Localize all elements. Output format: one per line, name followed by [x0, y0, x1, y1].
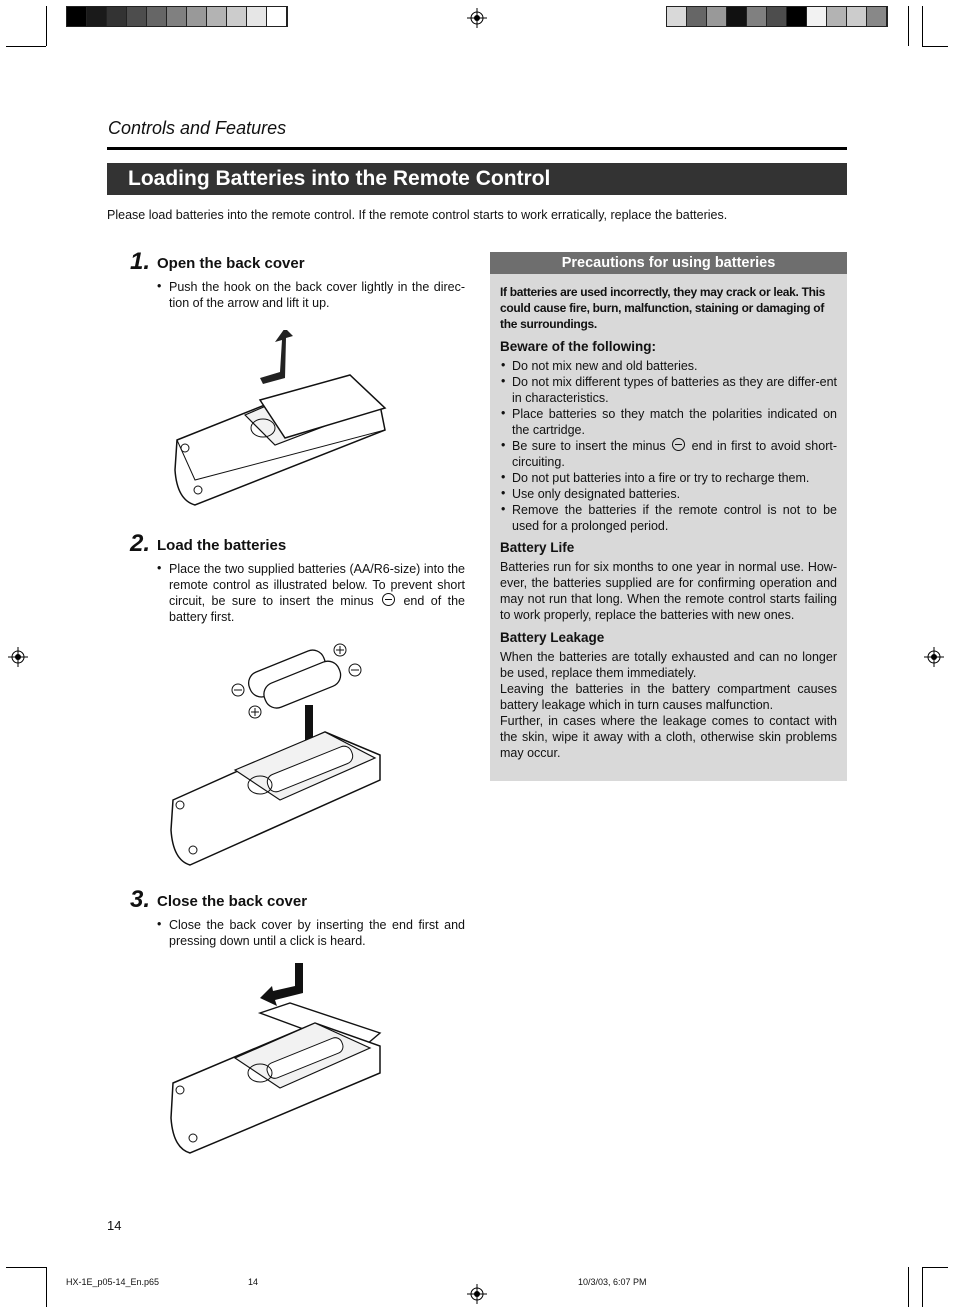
precautions-header: Precautions for using batteries — [490, 252, 847, 274]
intro-text: Please load batteries into the remote control. If the remote control starts to work erratically, replace the batteries. — [107, 208, 728, 222]
crop-mark — [6, 1267, 46, 1268]
beware-list — [500, 358, 837, 534]
crop-mark — [908, 1267, 909, 1307]
registration-mark-icon — [467, 1284, 487, 1304]
footer-file: HX-1E_p05-14_En.p65 — [66, 1277, 160, 1287]
color-swatch — [687, 7, 707, 26]
header-rule — [107, 147, 847, 150]
crop-mark — [908, 6, 909, 46]
color-swatch — [707, 7, 727, 26]
color-bar-left — [66, 6, 288, 27]
list-item: • Do not put batteries into a fire or try to recharge them. — [501, 470, 810, 485]
precautions-warning: If batteries are used incorrectly, they may crack or leak. This could cause fire, burn, malfunction, staining or damaging of the surroundings. — [500, 285, 826, 331]
bullet-icon: • — [501, 470, 506, 484]
list-item: • Do not mix new and old batteries. — [501, 358, 698, 373]
bullet-icon: • — [157, 561, 162, 575]
color-swatch — [727, 7, 747, 26]
color-swatch — [207, 7, 227, 26]
color-swatch — [767, 7, 787, 26]
battery-leakage-heading: Battery Leakage — [500, 630, 605, 645]
list-item: • Do not mix different types of batteries as they are differ-ent in characteristics. — [501, 374, 837, 405]
remote-open-cover-illustration — [165, 330, 395, 515]
color-swatch — [87, 7, 107, 26]
color-swatch — [107, 7, 127, 26]
minus-icon — [672, 438, 685, 451]
bullet-icon: • — [501, 438, 506, 452]
footer-page: 14 — [248, 1277, 259, 1287]
bullet-icon: • — [157, 917, 162, 931]
registration-mark-icon — [924, 647, 944, 667]
step-2-title: Load the batteries — [157, 537, 287, 554]
color-swatch — [747, 7, 767, 26]
step-2-number: 2. — [130, 530, 151, 557]
registration-mark-icon — [467, 8, 487, 28]
bullet-icon: • — [157, 279, 162, 293]
color-swatch — [127, 7, 147, 26]
battery-life-heading: Battery Life — [500, 540, 575, 555]
step-1-title: Open the back cover — [157, 255, 305, 272]
color-swatch — [787, 7, 807, 26]
bullet-icon: • — [501, 406, 506, 420]
crop-mark — [922, 6, 923, 46]
crop-mark — [922, 1267, 948, 1268]
list-item: • Use only designated batteries. — [501, 486, 681, 501]
color-swatch — [147, 7, 167, 26]
list-item: • Be sure to insert the minus end in first to avoid short-circuiting. — [501, 438, 837, 469]
color-bar-right — [666, 6, 888, 27]
step-3-text: Close the back cover by inserting the end first and pressing down until a click is heard. — [169, 918, 465, 948]
step-3-title: Close the back cover — [157, 893, 308, 910]
color-swatch — [267, 7, 287, 26]
crop-mark — [6, 46, 46, 47]
color-swatch — [187, 7, 207, 26]
remote-load-batteries-illustration — [165, 640, 395, 870]
color-swatch — [167, 7, 187, 26]
step-1-number: 1. — [130, 248, 151, 275]
crop-mark — [922, 1267, 923, 1307]
crop-mark — [46, 6, 47, 46]
color-swatch — [807, 7, 827, 26]
color-swatch — [867, 7, 887, 26]
registration-mark-icon — [8, 647, 28, 667]
crop-mark — [46, 1267, 47, 1307]
page-number: 14 — [107, 1218, 122, 1233]
battery-leakage-text: When the batteries are totally exhausted and can no longer be used, replace them immediately. Leaving the batteries in the battery compartment causes battery leakage which in turn causes malfunction. Further, in cases where the leakage comes to contact with the skin, wipe it away with a cloth, otherwise skin problems may occur. — [500, 650, 837, 760]
bullet-icon: • — [501, 374, 506, 388]
color-swatch — [847, 7, 867, 26]
remote-close-cover-illustration — [165, 958, 395, 1158]
color-swatch — [227, 7, 247, 26]
list-item: • Place batteries so they match the polarities indicated on the cartridge. — [501, 406, 837, 437]
color-swatch — [827, 7, 847, 26]
beware-heading: Beware of the following: — [500, 339, 657, 354]
step-3-number: 3. — [130, 886, 151, 913]
crop-mark — [922, 46, 948, 47]
step-1-text: Push the hook on the back cover lightly in the direc-tion of the arrow and lift it up. — [169, 280, 465, 310]
section-title: Controls and Features — [108, 118, 287, 138]
color-swatch — [667, 7, 687, 26]
step-2-text: Place the two supplied batteries (AA/R6-size) into the remote control as illustrated below. To prevent short circuit, be sure to insert the minus end of the battery first. — [169, 562, 465, 624]
minus-icon — [382, 593, 395, 606]
bullet-icon: • — [501, 358, 506, 372]
page-title: Loading Batteries into the Remote Control — [107, 163, 847, 195]
bullet-icon: • — [501, 502, 506, 516]
color-swatch — [67, 7, 87, 26]
footer-date: 10/3/03, 6:07 PM — [578, 1277, 647, 1287]
bullet-icon: • — [501, 486, 506, 500]
list-item: • Remove the batteries if the remote control is not to be used for a prolonged period. — [501, 502, 837, 533]
battery-life-text: Batteries run for six months to one year in normal use. How-ever, the batteries supplied are for confirming operation and may not run that long. When the remote control starts failing to work properly, replace the batteries with new ones. — [500, 560, 837, 622]
color-swatch — [247, 7, 267, 26]
